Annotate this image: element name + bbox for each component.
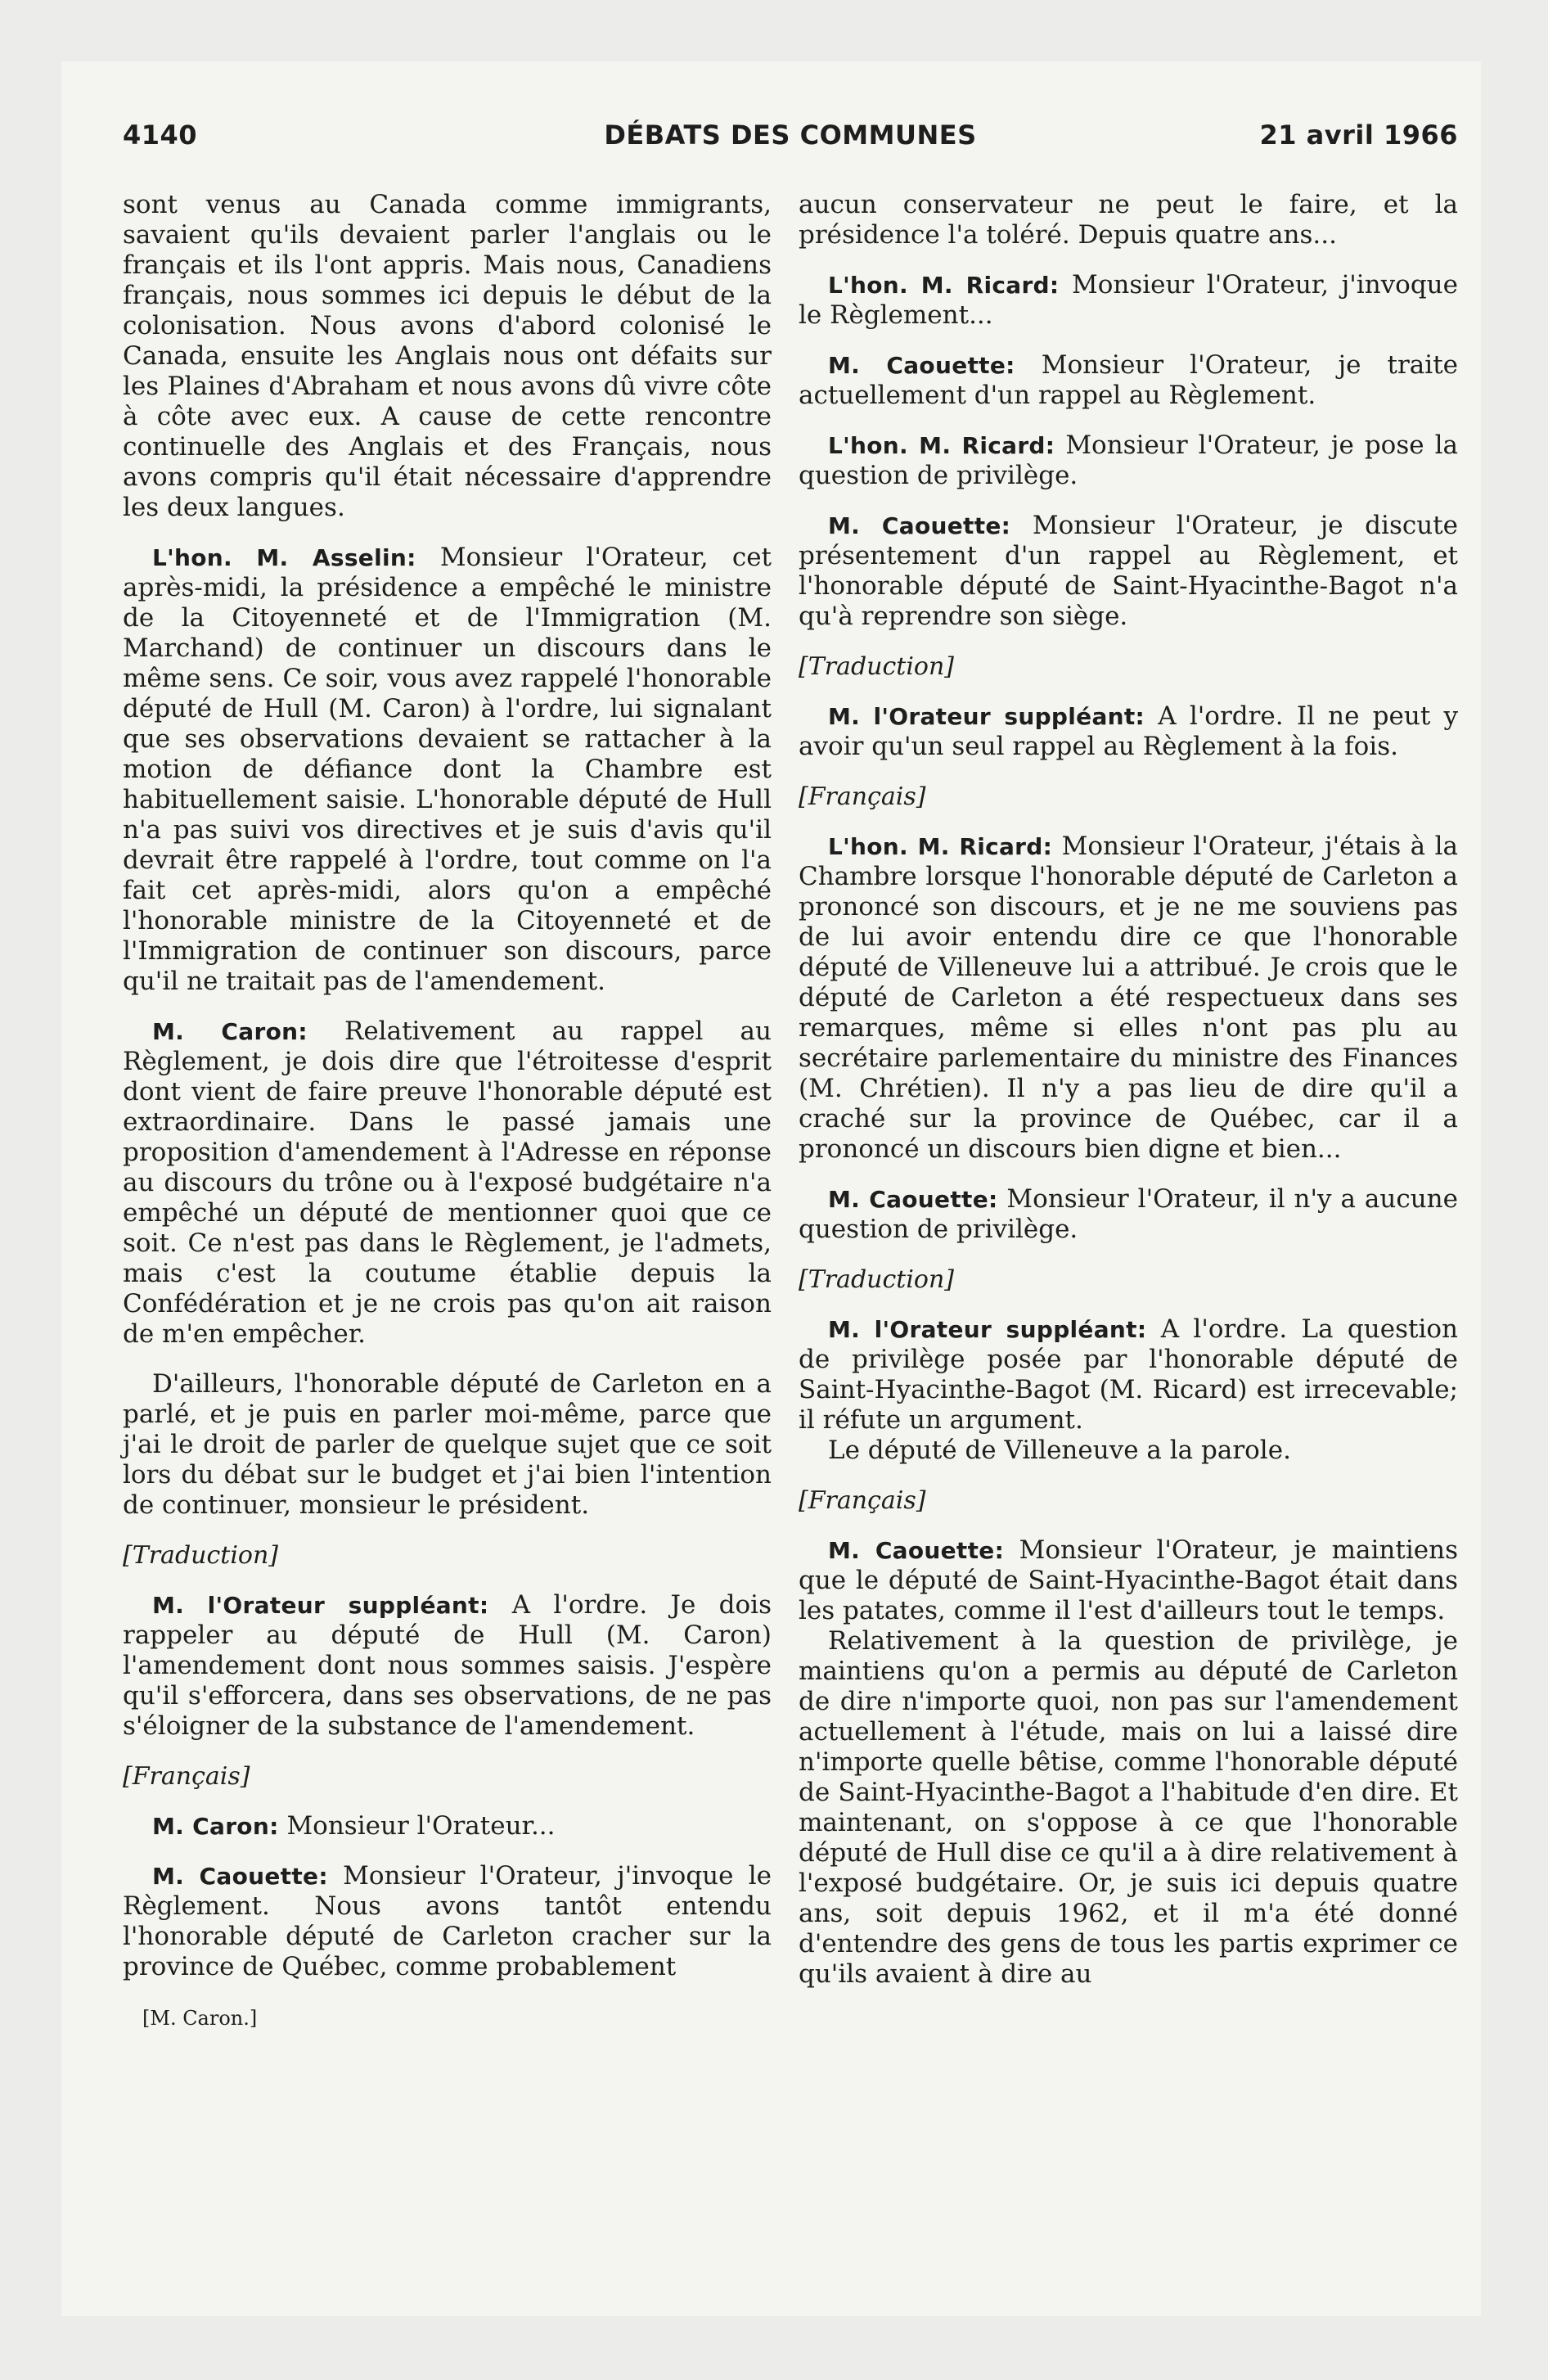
speech — [123, 1590, 772, 1742]
speech — [123, 1811, 772, 1841]
footer-speaker-note: [M. Caron.] — [142, 2007, 258, 2030]
speech — [799, 701, 1458, 762]
speaker-name: M. l'Orateur suppléant: — [828, 1316, 1147, 1343]
speaker-name: L'hon. M. Ricard: — [828, 432, 1055, 459]
speaker-name: L'hon. M. Ricard: — [828, 272, 1060, 299]
speech-text: Monsieur l'Orateur, il n'y a aucune question de privilège. — [799, 1184, 1458, 1244]
speech-text: Monsieur l'Orateur, j'invoque le Règlement. Nous avons tantôt entendu l'honorable député de Carleton cracher sur la province de Québec, comme probablement — [123, 1861, 772, 1981]
paragraph: aucun conservateur ne peut le faire, et la présidence l'a toléré. Depuis quatre ans... — [799, 190, 1458, 250]
language-marker: [Traduction] — [799, 1265, 955, 1294]
speech-text: Monsieur l'Orateur, je discute présentement d'un rappel au Règlement, et l'honorable député de Saint-Hyacinthe-Bagot n'a qu'à reprendre son siège. — [799, 511, 1458, 631]
language-marker: [Français] — [799, 1486, 926, 1515]
page-title: DÉBATS DES COMMUNES — [604, 119, 977, 151]
paragraph: Le député de Villeneuve a la parole. — [828, 1436, 1291, 1465]
speaker-name: M. Caouette: — [828, 1186, 998, 1213]
speaker-name: M. Caouette: — [828, 352, 1015, 379]
speech — [799, 1184, 1458, 1245]
speech — [123, 1016, 772, 1350]
language-marker: [Traduction] — [123, 1541, 279, 1570]
right-column — [799, 190, 1458, 1990]
speech-text: Monsieur l'Orateur, j'invoque le Règlement... — [799, 270, 1458, 330]
speaker-name: M. l'Orateur suppléant: — [828, 703, 1145, 730]
page-date: 21 avril 1966 — [1259, 119, 1458, 151]
speech — [799, 1535, 1458, 1626]
speaker-name: L'hon. M. Ricard: — [828, 833, 1053, 860]
speech — [123, 1861, 772, 1982]
speech-text: Monsieur l'Orateur, je maintiens que le député de Saint-Hyacinthe-Bagot était dans les patates, comme il l'est d'ailleurs tout le temps. — [799, 1535, 1458, 1625]
speech-text: Monsieur l'Orateur, je traite actuellement d'un rappel au Règlement. — [799, 350, 1458, 410]
speech-text: Monsieur l'Orateur, j'étais à la Chambre lorsque l'honorable député de Carleton a prononcé son discours, et je ne me souviens pas de lui avoir entendu dire ce que l'honorable député de Villeneuve lui a attribué. Je crois que le député de Carleton a été respectueux dans ses remarques, même si elles n'ont pas plu au secrétaire parlementaire du ministre des Finances (M. Chrétien). Il n'y a pas lieu de dire qu'il a craché sur la province de Québec, car il a prononcé un discours bien digne et bien... — [799, 832, 1458, 1164]
speech — [123, 543, 772, 997]
speaker-name: L'hon. M. Asselin: — [152, 544, 416, 571]
speaker-name: M. Caron: — [152, 1813, 279, 1840]
paragraph: D'ailleurs, l'honorable député de Carleton en a parlé, et je puis en parler moi-même, parce que j'ai le droit de parler de quelque sujet que ce soit lors du débat sur le budget et j'ai bien l'intention de continuer, monsieur le président. — [123, 1369, 772, 1520]
speech — [799, 270, 1458, 331]
paragraph: Relativement à la question de privilège, je maintiens qu'on a permis au député de Carleton de dire n'importe quoi, non pas sur l'amendement actuellement à l'étude, mais on lui a laissé dire n'importe quelle bêtise, comme l'honorable député de Saint-Hyacinthe-Bagot a l'habitude d'en dire. Et maintenant, on s'oppose à ce que l'honorable député de Hull dise ce qu'il a à dire relativement à l'exposé budgétaire. Or, je suis ici depuis quatre ans, soit depuis 1962, et il m'a été donné d'entendre des gens de tous les partis exprimer ce qu'ils avaient à dire au — [799, 1626, 1458, 1989]
language-marker: [Français] — [123, 1762, 250, 1791]
speech — [799, 430, 1458, 491]
language-marker: [Français] — [799, 782, 926, 811]
speech-text: A l'ordre. Il ne peut y avoir qu'un seul rappel au Règlement à la fois. — [799, 701, 1459, 761]
speech-text: Monsieur l'Orateur... — [286, 1811, 556, 1841]
speech-text: Monsieur l'Orateur, cet après-midi, la présidence a empêché le ministre de la Citoyenneté et de l'Immigration (M. Marchand) de continuer un discours dans le même sens. Ce soir, vous avez rappelé l'honorable député de Hull (M. Caron) à l'ordre, lui signalant que ses observations devaient se rattacher à la motion de défiance dont la Chambre est habituellement saisie. L'honorable député de Hull n'a pas suivi vos directives et je suis d'avis qu'il devrait être rappelé à l'ordre, tout comme on l'a fait cet après-midi, alors qu'on a empêché l'honorable ministre de la Citoyenneté et de l'Immigration de continuer son discours, parce qu'il ne traitait pas de l'amendement. — [123, 543, 772, 996]
page-number: 4140 — [123, 119, 198, 151]
speaker-name: M. Caouette: — [828, 512, 1011, 539]
left-column — [123, 190, 772, 2034]
speaker-name: M. Caouette: — [152, 1863, 328, 1890]
speech — [799, 350, 1458, 411]
speech-text: Monsieur l'Orateur, je pose la question de privilège. — [799, 430, 1459, 490]
speech — [799, 511, 1458, 632]
speech — [799, 1314, 1458, 1436]
language-marker: [Traduction] — [799, 652, 955, 681]
speech — [799, 832, 1458, 1165]
speaker-name: M. Caron: — [152, 1018, 308, 1045]
speaker-name: M. l'Orateur suppléant: — [152, 1592, 489, 1619]
paragraph: sont venus au Canada comme immigrants, savaient qu'ils devaient parler l'anglais ou le français et ils l'ont appris. Mais nous, Canadiens français, nous sommes ici depuis le début de la colonisation. Nous avons d'abord colonisé le Canada, ensuite les Anglais nous ont défaits sur les Plaines d'Abraham et nous avons dû vivre côte à côte avec eux. A cause de cette rencontre continuelle des Anglais et des Français, nous avons compris qu'il était nécessaire d'apprendre les deux langues. — [123, 190, 772, 522]
speaker-name: M. Caouette: — [828, 1537, 1005, 1564]
speech-text: Relativement au rappel au Règlement, je dois dire que l'étroitesse d'esprit dont vient de faire preuve l'honorable député est extraordinaire. Dans le passé jamais une proposition d'amendement à l'Adresse en réponse au discours du trône ou à l'exposé budgétaire n'a empêché un député de mentionner quoi que ce soit. Ce n'est pas dans le Règlement, je l'admets, mais c'est la coutume établie depuis la Confédération et je ne crois pas qu'on ait raison de m'en empêcher. — [123, 1016, 772, 1349]
speech-text: A l'ordre. La question de privilège posée par l'honorable député de Saint-Hyacinthe-Bagot (M. Ricard) est irrecevable; il réfute un argument. — [799, 1314, 1458, 1435]
page-header — [123, 119, 1458, 160]
speech-text: A l'ordre. Je dois rappeler au député de Hull (M. Caron) l'amendement dont nous sommes saisis. J'espère qu'il s'efforcera, dans ses observations, de ne pas s'éloigner de la substance de l'amendement. — [123, 1590, 772, 1741]
